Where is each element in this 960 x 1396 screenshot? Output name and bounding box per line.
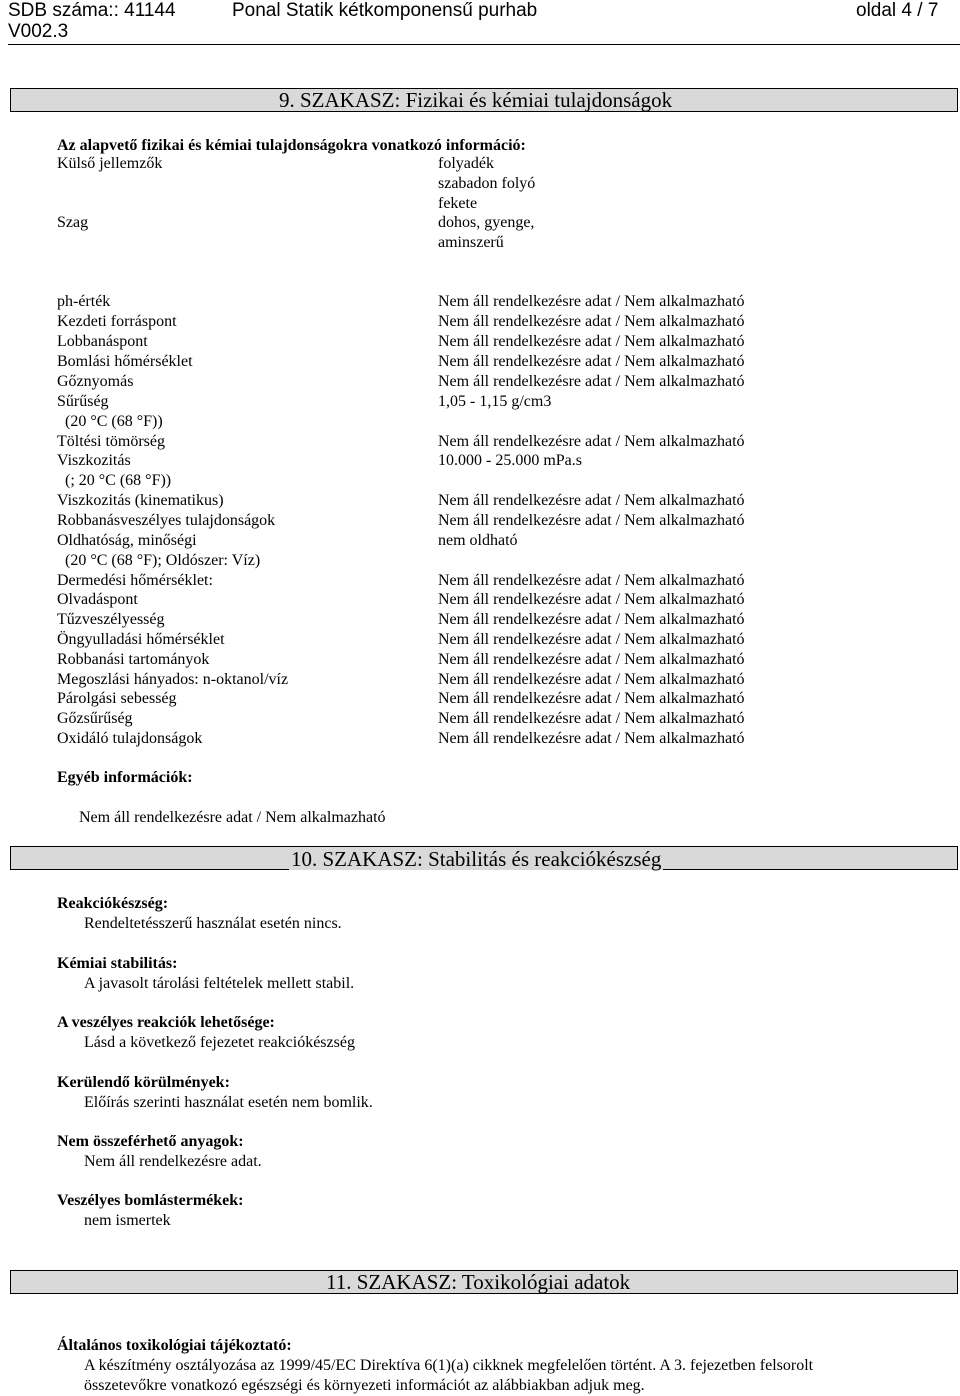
property-value: Nem áll rendelkezésre adat / Nem alkalmazható (438, 293, 745, 310)
property-value: Nem áll rendelkezésre adat / Nem alkalmazható (438, 353, 745, 370)
property-row (57, 292, 937, 312)
hazardous-reactions-text: Lásd a következő fejezetet reakciókészség (84, 1034, 355, 1051)
property-value: 10.000 - 25.000 mPa.s (438, 452, 582, 469)
property-label: Öngyulladási hőmérséklet (57, 631, 225, 648)
property-row (57, 392, 937, 412)
product-name: Ponal Statik kétkomponensű purhab (232, 0, 538, 21)
general-tox-text-line-2: összetevőkre vonatkozó egészségi és környezeti információt az alábbiakban adjuk meg. (84, 1377, 645, 1394)
chemical-stability-text: A javasolt tárolási feltételek mellett stabil. (84, 975, 355, 992)
property-row (57, 332, 937, 352)
decomposition-products-heading: Veszélyes bomlástermékek: (57, 1192, 244, 1209)
property-label: Párolgási sebesség (57, 690, 177, 707)
header-divider (8, 44, 960, 45)
other-info-heading: Egyéb információk: (57, 769, 193, 786)
property-value: Nem áll rendelkezésre adat / Nem alkalmazható (438, 710, 745, 727)
property-row (57, 729, 937, 749)
property-value: nem oldható (438, 532, 518, 549)
property-label: Megoszlási hányados: n-oktanol/víz (57, 671, 289, 688)
hazardous-reactions-heading: A veszélyes reakciók lehetősége: (57, 1014, 275, 1031)
property-label: Oxidáló tulajdonságok (57, 730, 203, 747)
property-value: Nem áll rendelkezésre adat / Nem alkalmazható (438, 333, 745, 350)
property-row (57, 372, 937, 392)
appearance-value: fekete (438, 195, 478, 212)
property-label: Lobbanáspont (57, 333, 148, 350)
appearance-value: szabadon folyó (438, 175, 536, 192)
reactivity-heading: Reakciókészség: (57, 895, 169, 912)
property-row (57, 432, 937, 452)
property-row (57, 670, 937, 690)
property-value: 1,05 - 1,15 g/cm3 (438, 393, 552, 410)
property-label: Sűrűség (57, 393, 109, 410)
general-tox-heading: Általános toxikológiai tájékoztató: (57, 1337, 292, 1354)
appearance-value: folyadék (438, 155, 494, 172)
property-label: Gőznyomás (57, 373, 134, 390)
basic-info-heading: Az alapvető fizikai és kémiai tulajdonságokra vonatkozó információ: (57, 137, 526, 154)
property-row (57, 630, 937, 650)
property-label: Gőzsűrűség (57, 710, 133, 727)
property-label: Töltési tömörség (57, 433, 165, 450)
property-row (57, 412, 937, 432)
property-label: (20 °C (68 °F)) (57, 413, 163, 430)
general-tox-text-line-1: A készítmény osztályozása az 1999/45/EC Direktíva 6(1)(a) cikknek megfelelően történt. A 3. fejezetben felsorolt (84, 1357, 814, 1374)
property-value: Nem áll rendelkezésre adat / Nem alkalmazható (438, 671, 745, 688)
property-row (57, 610, 937, 630)
conditions-to-avoid-heading: Kerülendő körülmények: (57, 1074, 230, 1091)
property-label: Oldhatóság, minőségi (57, 532, 197, 549)
property-value: Nem áll rendelkezésre adat / Nem alkalmazható (438, 651, 745, 668)
property-value: Nem áll rendelkezésre adat / Nem alkalmazható (438, 730, 745, 747)
property-label: Kezdeti forráspont (57, 313, 177, 330)
property-value: Nem áll rendelkezésre adat / Nem alkalmazható (438, 373, 745, 390)
decomposition-products-text: nem ismertek (84, 1212, 171, 1229)
property-row (57, 312, 937, 332)
property-label: ph-érték (57, 293, 111, 310)
property-value: Nem áll rendelkezésre adat / Nem alkalmazható (438, 492, 745, 509)
property-value: Nem áll rendelkezésre adat / Nem alkalmazható (438, 690, 745, 707)
other-info-text: Nem áll rendelkezésre adat / Nem alkalmazható (79, 809, 386, 826)
chemical-stability-heading: Kémiai stabilitás: (57, 955, 178, 972)
property-row (57, 451, 937, 471)
property-row (57, 571, 937, 591)
property-row (57, 551, 937, 571)
property-label: Viszkozitás (kinematikus) (57, 492, 224, 509)
section-10-title: 10. SZAKASZ: Stabilitás és reakciókészség (291, 847, 662, 871)
property-label: Dermedési hőmérséklet: (57, 572, 213, 589)
property-row (57, 689, 937, 709)
odor-label: Szag (57, 214, 89, 231)
section-9-title: 9. SZAKASZ: Fizikai és kémiai tulajdonságok (279, 88, 673, 112)
property-row (57, 709, 937, 729)
property-row (57, 352, 937, 372)
version-label: V002.3 (8, 21, 69, 42)
sdb-number: SDB száma:: 41144 (8, 0, 176, 21)
property-value: Nem áll rendelkezésre adat / Nem alkalmazható (438, 572, 745, 589)
property-label: (20 °C (68 °F); Oldószer: Víz) (57, 552, 261, 569)
property-row (57, 511, 937, 531)
incompatible-materials-text: Nem áll rendelkezésre adat. (84, 1153, 262, 1170)
property-label: Olvadáspont (57, 591, 138, 608)
property-value: Nem áll rendelkezésre adat / Nem alkalmazható (438, 512, 745, 529)
property-label: Robbanási tartományok (57, 651, 210, 668)
property-row (57, 531, 937, 551)
incompatible-materials-heading: Nem összeférhető anyagok: (57, 1133, 244, 1150)
property-row (57, 471, 937, 491)
appearance-label: Külső jellemzők (57, 155, 163, 172)
property-value: Nem áll rendelkezésre adat / Nem alkalmazható (438, 313, 745, 330)
property-value: Nem áll rendelkezésre adat / Nem alkalmazható (438, 611, 745, 628)
property-label: Tűzveszélyesség (57, 611, 165, 628)
odor-value: aminszerű (438, 234, 504, 251)
conditions-to-avoid-text: Előírás szerinti használat esetén nem bomlik. (84, 1094, 373, 1111)
property-row (57, 590, 937, 610)
property-label: (; 20 °C (68 °F)) (57, 472, 172, 489)
property-label: Robbanásveszélyes tulajdonságok (57, 512, 276, 529)
property-value: Nem áll rendelkezésre adat / Nem alkalmazható (438, 631, 745, 648)
reactivity-text: Rendeltetésszerű használat esetén nincs. (84, 915, 342, 932)
property-value: Nem áll rendelkezésre adat / Nem alkalmazható (438, 433, 745, 450)
property-row (57, 650, 937, 670)
section-11-title: 11. SZAKASZ: Toxikológiai adatok (326, 1270, 631, 1294)
property-row (57, 491, 937, 511)
property-value: Nem áll rendelkezésre adat / Nem alkalmazható (438, 591, 745, 608)
odor-value: dohos, gyenge, (438, 214, 535, 231)
page-number: oldal 4 / 7 (856, 0, 939, 21)
property-label: Bomlási hőmérséklet (57, 353, 193, 370)
property-label: Viszkozitás (57, 452, 131, 469)
